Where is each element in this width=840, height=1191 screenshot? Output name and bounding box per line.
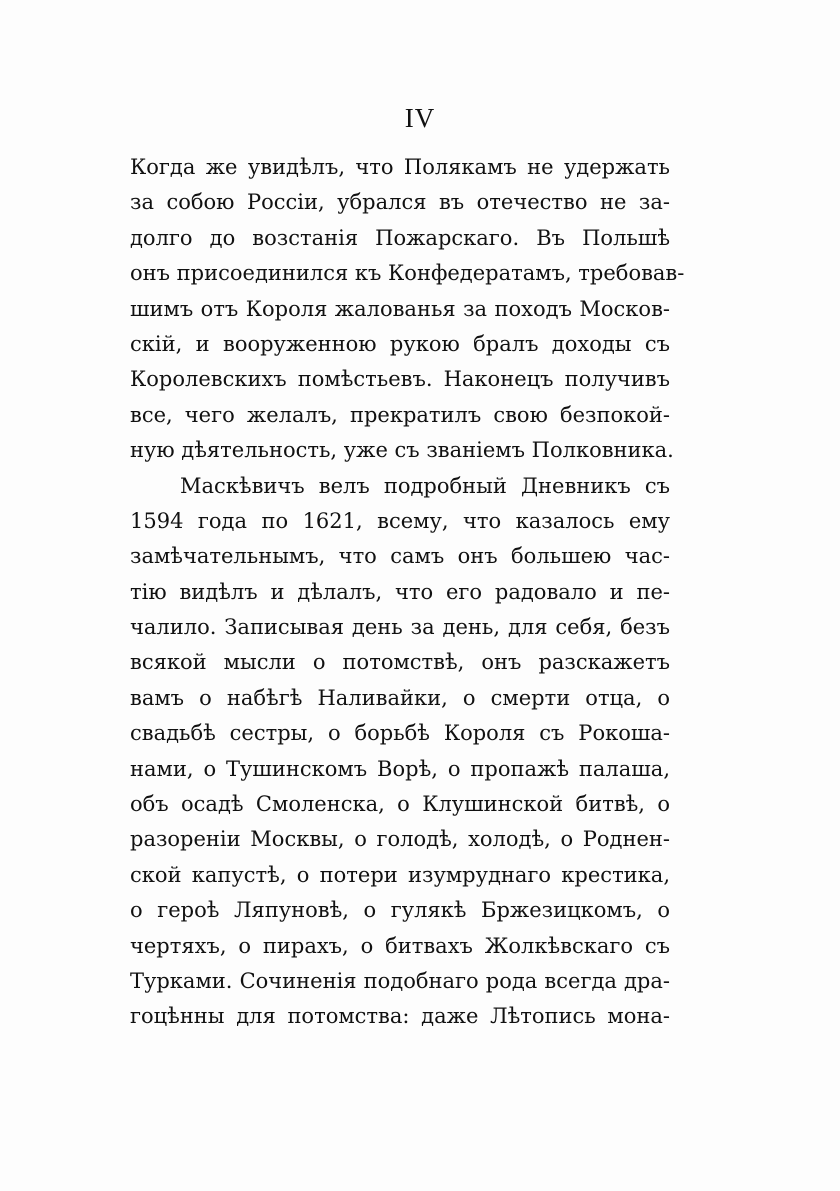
text-line: о героѣ Ляпуновѣ, о гулякѣ Бржезицкомъ, о (130, 898, 670, 923)
text-line: за собою Россіи, убрался въ отечество не за- (130, 190, 670, 215)
body-text (130, 150, 685, 1035)
text-line: чалило. Записывая день за день, для себя, безъ (130, 615, 670, 640)
text-line: свадьбѣ сестры, о борьбѣ Короля съ Рокоша- (130, 721, 670, 746)
paragraph (130, 469, 670, 1035)
text-line: долго до возстанія Пожарскаго. Въ Польшѣ (130, 225, 670, 250)
text-line: гоцѣнны для потомства: даже Лѣтопись мона- (130, 1004, 670, 1029)
text-line: Королевскихъ помѣстьевъ. Наконецъ получивъ (130, 367, 670, 392)
text-line: Когда же увидѣлъ, что Полякамъ не удержать (130, 155, 670, 179)
text-line: ную дѣятельность, уже съ званіемъ Полковника. (130, 438, 674, 463)
text-line: Турками. Сочиненія подобнаго рода всегда дра- (130, 968, 670, 993)
text-line: разореніи Москвы, о голодѣ, холодѣ, о Роднен- (130, 827, 670, 852)
text-line: нами, о Тушинскомъ Ворѣ, о пропажѣ палаша, (130, 756, 670, 781)
text-line: шимъ отъ Короля жалованья за походъ Москов- (130, 296, 670, 321)
text-line: чертяхъ, о пирахъ, о битвахъ Жолкѣвскаго съ (130, 933, 670, 958)
text-line: Маскѣвичъ велъ подробный Дневникъ съ (180, 473, 670, 498)
text-line: скій, и вооруженною рукою бралъ доходы съ (130, 331, 670, 356)
text-line: всякой мысли о потомствѣ, онъ разскажетъ (130, 650, 670, 675)
text-line: тію видѣлъ и дѣлалъ, что его радовало и пе- (130, 579, 670, 604)
text-line: вамъ о набѣгѣ Наливайки, о смерти отца, о (130, 685, 670, 710)
text-line: онъ присоединился къ Конфедератамъ, требовав- (130, 261, 685, 286)
text-line: замѣчательнымъ, что самъ онъ большею час- (130, 544, 670, 569)
text-line: ской капустѣ, о потери изумруднаго крестика, (130, 862, 670, 887)
page-number: IV (404, 103, 436, 133)
text-line: все, чего желалъ, прекратилъ свою безпокой- (130, 402, 670, 427)
text-line: 1594 года по 1621, всему, что казалось ему (130, 508, 670, 533)
text-line: объ осадѣ Смоленска, о Клушинской битвѣ, о (130, 792, 670, 817)
paragraph (130, 150, 685, 469)
